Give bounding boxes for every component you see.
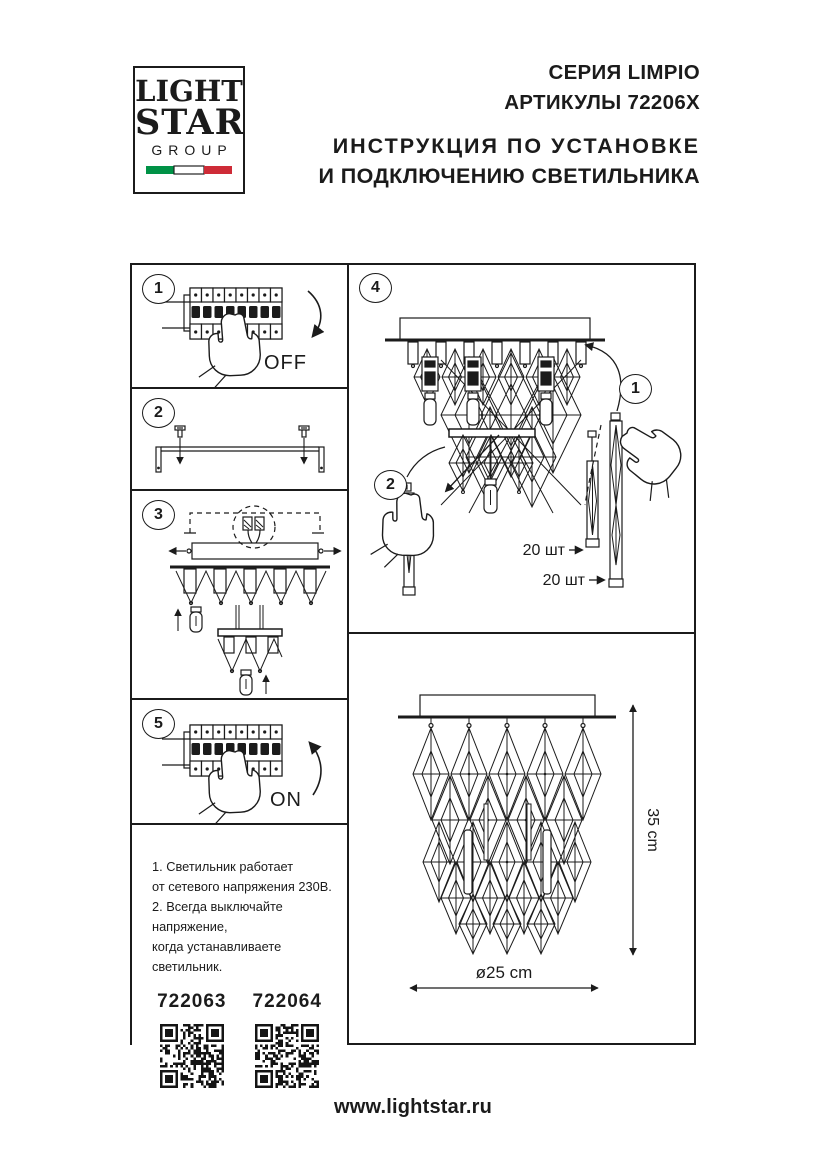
article-722063 [157,991,226,1088]
rotate-down-arrow [308,291,321,336]
screw-icon [299,426,309,463]
crystal-lattice [413,728,601,954]
bulb-icon [190,607,202,632]
articles-title: АРТИКУЛЫ 72206X [504,91,700,114]
logo-word-group: GROUP [151,142,233,158]
logo-word-light: LIGHT [135,74,243,108]
bulb-icon [240,670,252,695]
on-label: ON [270,789,302,811]
hang-guide-curve [586,345,621,411]
dimensions-panel [349,634,694,1043]
top-crystal-row [176,569,326,605]
instruction-grid [130,263,696,1045]
step-4-badge: 4 [359,273,392,303]
note-line: от сетевого напряжения 230В. [152,879,332,894]
step-1-badge: 1 [142,274,175,304]
step-4-panel [349,265,694,634]
quantity-label-1: 20 шт [522,542,565,559]
step-5-badge: 5 [142,709,175,739]
terminal-block-detail [233,506,275,548]
fixture-dimensions-illustration [349,634,694,1039]
bulb-icon [484,479,497,513]
note-line: 2. Всегда выключайте напряжение, [152,899,283,934]
swing-curve [407,447,445,477]
callout-2-badge: 2 [374,470,407,500]
article-number: 722063 [157,991,227,1012]
step-3-badge: 3 [142,500,175,530]
height-dimension-label: 35 cm [644,808,661,852]
step-5-panel [132,700,347,825]
lower-crystal-row [218,637,282,673]
notes-panel [132,825,347,1088]
off-label: OFF [264,352,307,374]
screw-icon [175,426,185,463]
doc-title-line2: И ПОДКЛЮЧЕНИЮ СВЕТИЛЬНИКА [318,164,700,188]
italy-flag-icon [146,165,232,175]
quantity-label-2: 20 шт [542,572,585,589]
footer [0,1096,826,1119]
series-title: СЕРИЯ LIMPIO [548,61,700,84]
rotate-up-arrow [310,743,321,795]
step-2-badge: 2 [142,398,175,428]
step-2-panel [132,389,347,491]
diameter-dimension-label: ø25 cm [475,963,533,982]
qr-code [255,1024,319,1088]
safety-notes [132,825,347,977]
crystal-hanging-illustration [349,265,694,632]
website-url: www.lightstar.ru [333,1096,493,1118]
callout-1-badge: 1 [619,374,652,404]
doc-title-line1: ИНСТРУКЦИЯ ПО УСТАНОВКЕ [332,134,700,158]
note-line: 1. Светильник работает [152,859,294,874]
qr-code [160,1024,224,1088]
lightstar-logo [133,66,245,194]
header-titles [319,58,700,191]
article-number: 722064 [252,991,322,1012]
note-line: когда устанавливаете светильник. [152,939,282,974]
left-column [132,265,349,1043]
step-3-panel [132,491,347,700]
article-codes [132,991,347,1088]
logo-word-star: STAR [135,102,245,143]
step-1-panel [132,265,347,389]
article-722064 [253,991,322,1088]
hanger-stubs [429,717,585,728]
right-column [349,265,694,1043]
